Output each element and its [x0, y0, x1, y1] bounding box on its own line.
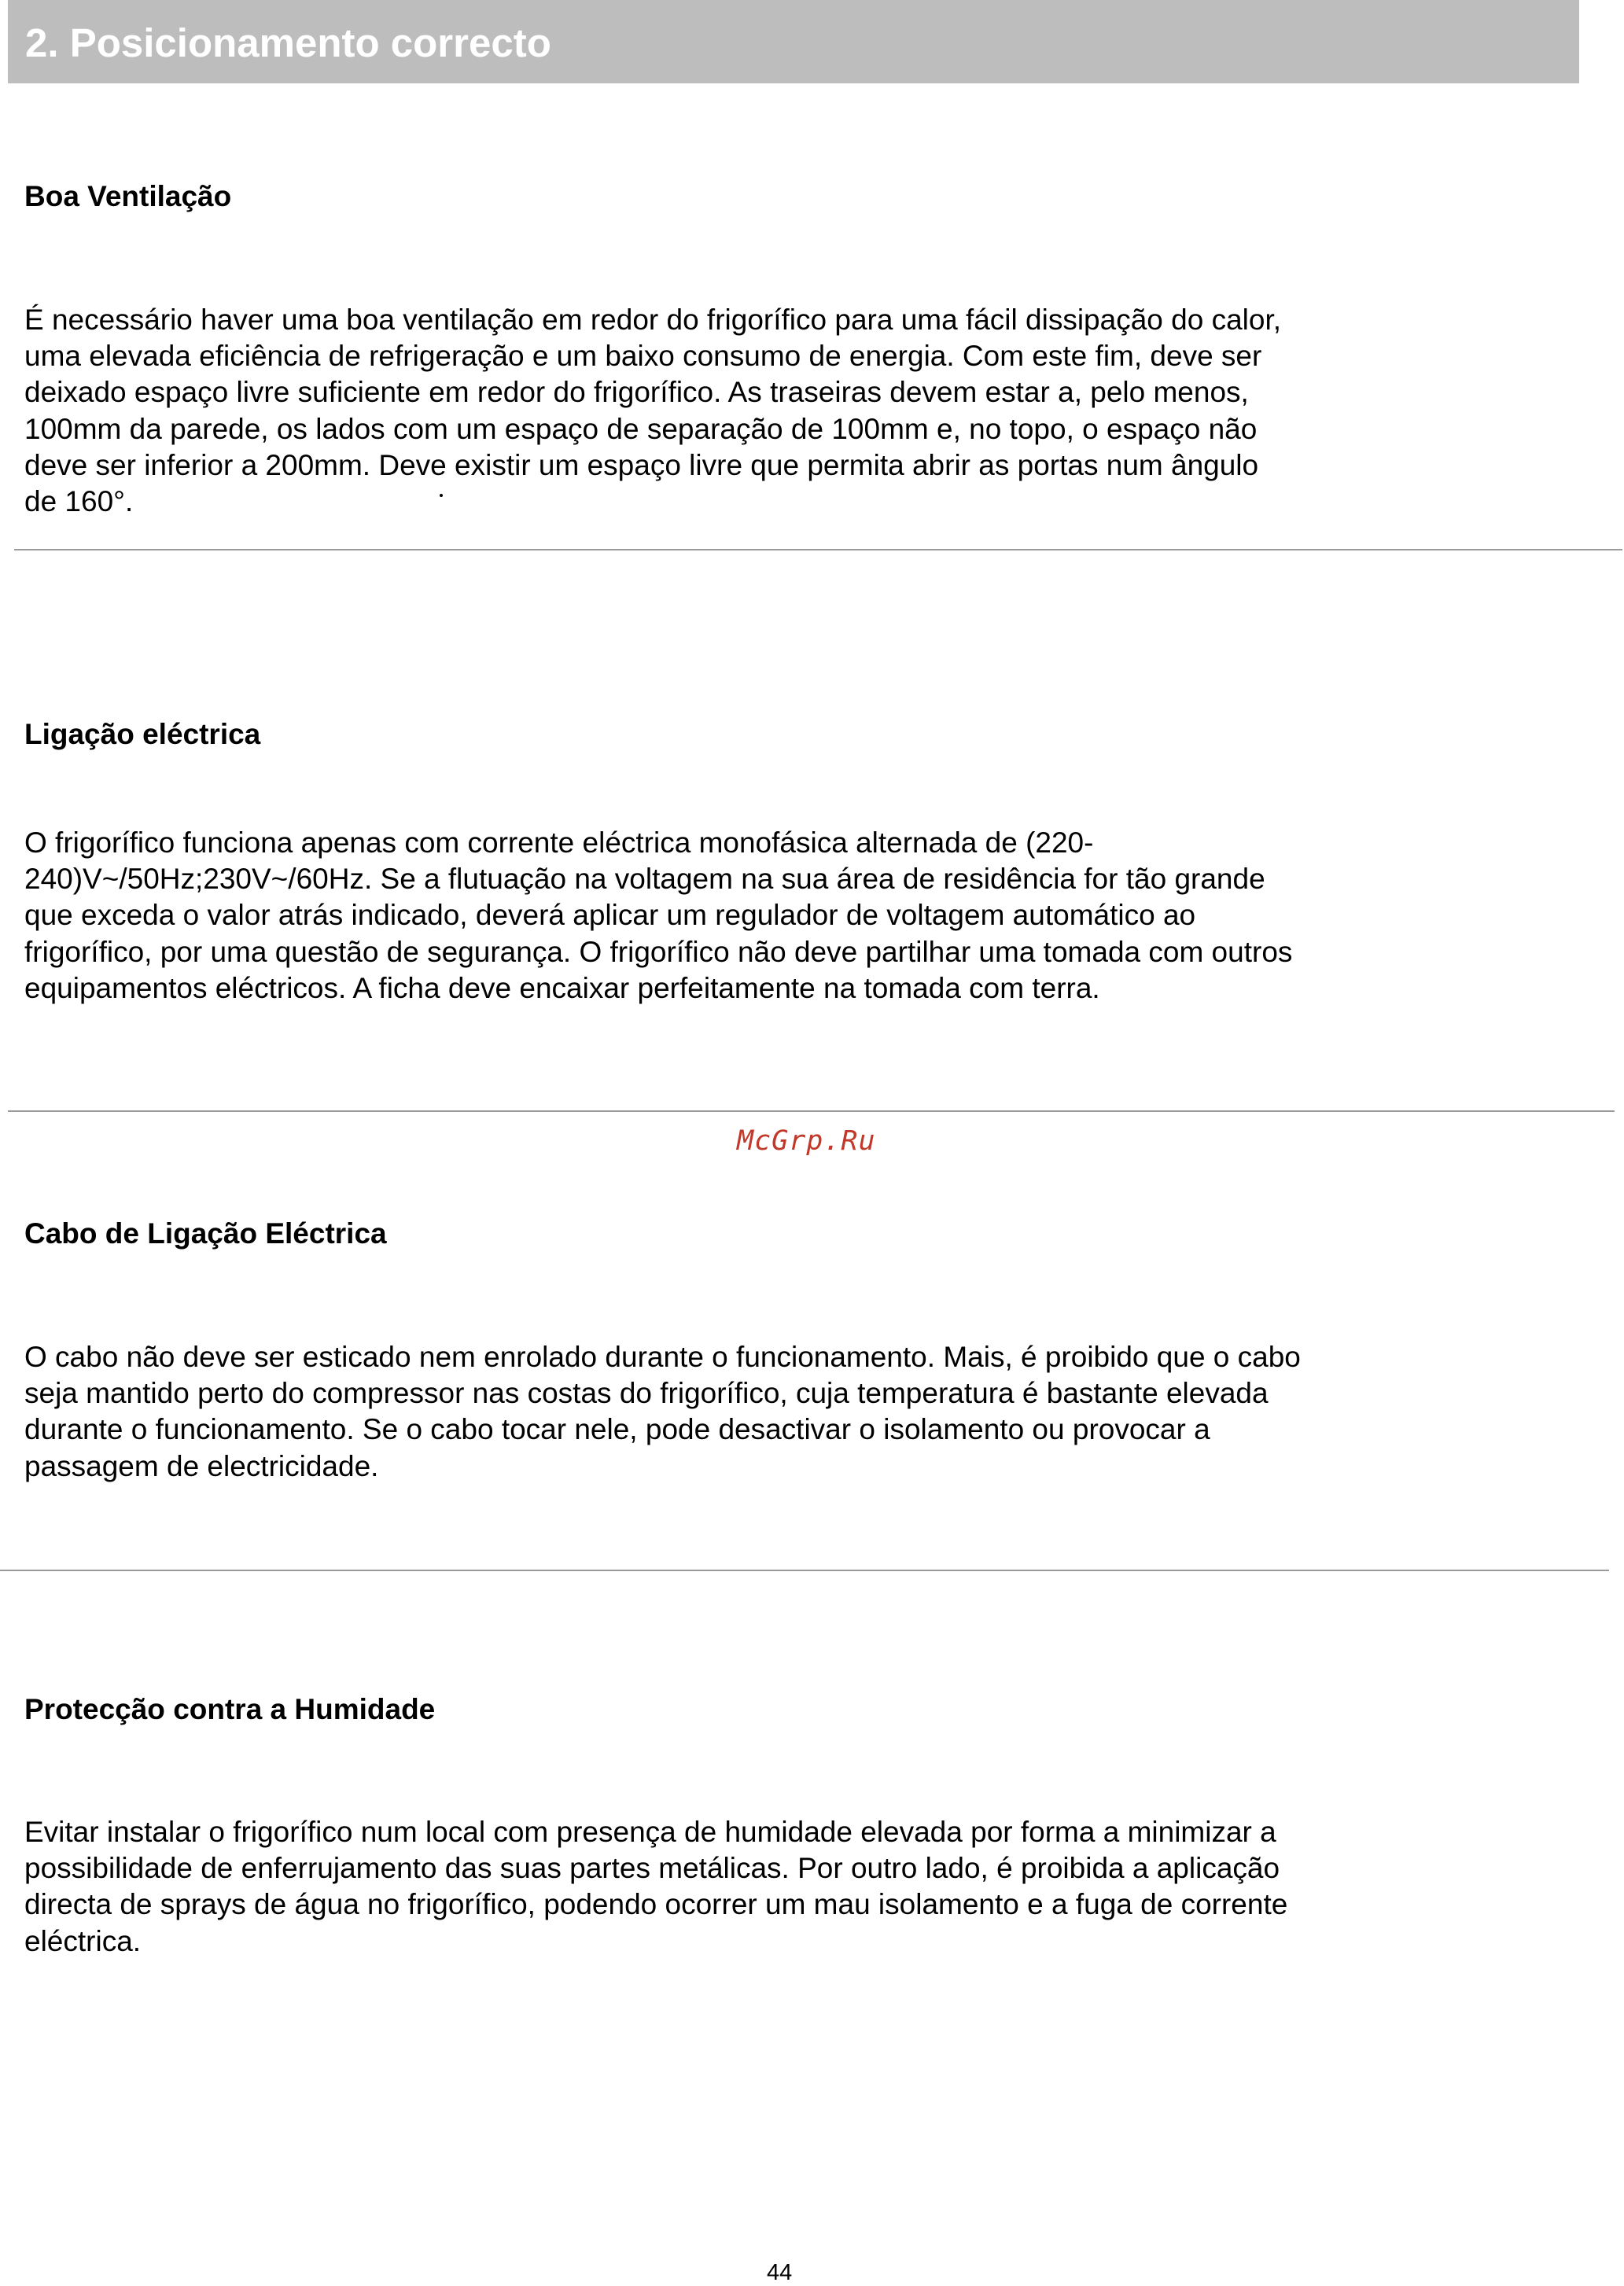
- paragraph-line: O frigorífico funciona apenas com corrente eléctrica monofásica alternada de (220-: [24, 826, 1094, 859]
- heading-ventilation: Boa Ventilação: [24, 180, 232, 212]
- divider-line: [14, 549, 1622, 550]
- paragraph-line: Evitar instalar o frigorífico num local com presença de humidade elevada por forma a minimizar a: [24, 1816, 1276, 1848]
- paragraph-line: seja mantido perto do compressor nas costas do frigorífico, cuja temperatura é bastante elevada: [24, 1377, 1269, 1410]
- paragraph-line: O cabo não deve ser esticado nem enrolado durante o funcionamento. Mais, é proibido que o cabo: [24, 1341, 1301, 1373]
- stray-dot: [440, 494, 443, 497]
- page-title: 2. Posicionamento correcto: [25, 20, 551, 65]
- paragraph-line: eléctrica.: [24, 1924, 142, 1957]
- paragraph-line: de 160°.: [24, 484, 134, 517]
- paragraph-line: 240)V~/50Hz;230V~/60Hz. Se a flutuação na voltagem na sua área de residência for tão grande: [24, 863, 1265, 896]
- paragraph-line: 100mm da parede, os lados com um espaço de separação de 100mm e, no topo, o espaço não: [24, 412, 1258, 445]
- paragraph-line: directa de sprays de água no frigorífico, podendo ocorrer um mau isolamento e a fuga de corrente: [24, 1888, 1288, 1921]
- watermark: McGrp.Ru: [737, 1125, 876, 1157]
- divider-line: [8, 1110, 1615, 1112]
- paragraph-line: deve ser inferior a 200mm. Deve existir um espaço livre que permita abrir as portas num ângulo: [24, 448, 1259, 481]
- heading-electrical-connection: Ligação eléctrica: [24, 718, 261, 750]
- paragraph-line: passagem de electricidade.: [24, 1449, 379, 1482]
- paragraph-line: É necessário haver uma boa ventilação em redor do frigorífico para uma fácil dissipação do calor,: [24, 304, 1282, 336]
- page-number: 44: [767, 2260, 793, 2285]
- section-title-bar: [8, 0, 1579, 83]
- paragraph-line: durante o funcionamento. Se o cabo tocar nele, pode desactivar o isolamento ou provocar a: [24, 1413, 1210, 1446]
- paragraph-line: que exceda o valor atrás indicado, deverá aplicar um regulador de voltagem automático ao: [24, 899, 1196, 932]
- divider-line: [0, 1570, 1609, 1571]
- paragraph-line: deixado espaço livre suficiente em redor do frigorífico. As traseiras devem estar a, pelo menos,: [24, 376, 1249, 409]
- heading-power-cable: Cabo de Ligação Eléctrica: [24, 1217, 387, 1250]
- paragraph-line: possibilidade de enferrujamento das suas partes metálicas. Por outro lado, é proibida a aplicação: [24, 1852, 1280, 1885]
- paragraph-line: equipamentos eléctricos. A ficha deve encaixar perfeitamente na tomada com terra.: [24, 971, 1100, 1004]
- paragraph-line: frigorífico, por uma questão de segurança. O frigorífico não deve partilhar uma tomada com outros: [24, 935, 1293, 968]
- heading-humidity-protection: Protecção contra a Humidade: [24, 1693, 436, 1725]
- paragraph-line: uma elevada eficiência de refrigeração e um baixo consumo de energia. Com este fim, deve ser: [24, 340, 1262, 373]
